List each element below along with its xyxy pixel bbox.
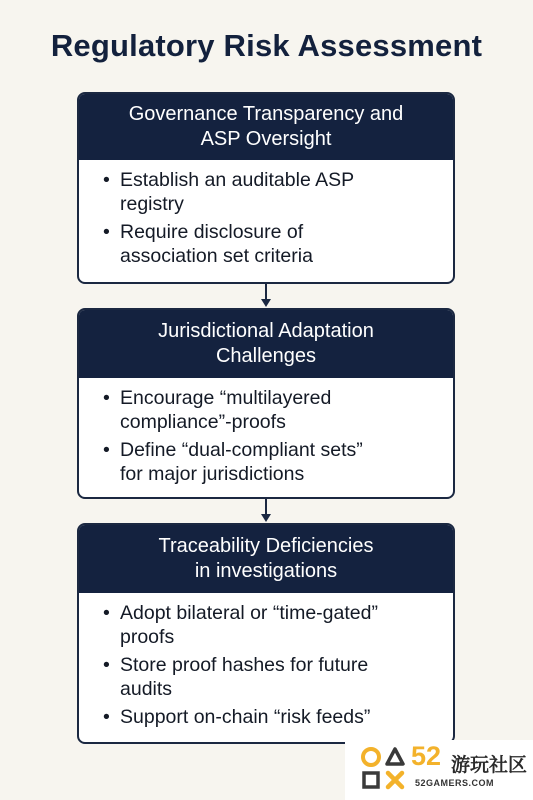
- bullet-text: Encourage “multilayered: [120, 387, 332, 409]
- arrow-down-icon: [258, 498, 274, 524]
- risk-card-governance: [77, 92, 455, 284]
- bullet-text: Define “dual-compliant sets”: [120, 439, 363, 461]
- bullet-item: [103, 168, 439, 216]
- bullet-dot: •: [103, 654, 110, 676]
- bullet-dot: •: [103, 169, 110, 191]
- bullet-item: [103, 220, 439, 268]
- bullet-text: association set criteria: [120, 245, 313, 267]
- bullet-dot: •: [103, 439, 110, 461]
- watermark-chinese: 游玩社区: [451, 755, 528, 776]
- bullet-item: [103, 601, 439, 649]
- bullet-text: compliance”-proofs: [120, 411, 286, 433]
- bullet-text: Store proof hashes for future: [120, 654, 369, 676]
- card-header: [79, 525, 453, 593]
- bullet-text: for major jurisdictions: [120, 463, 305, 485]
- bullet-text: registry: [120, 193, 184, 215]
- watermark-url: 52GAMERS.COM: [415, 778, 495, 788]
- bullet-text: Support on-chain “risk feeds”: [120, 706, 371, 728]
- bullet-text: Require disclosure of: [120, 221, 304, 243]
- bullet-item: [103, 705, 439, 729]
- watermark-logo: [345, 740, 533, 800]
- watermark-number: 52: [411, 741, 442, 771]
- bullet-item: [103, 653, 439, 701]
- bullet-text: Adopt bilateral or “time-gated”: [120, 602, 378, 624]
- card-body: [79, 160, 453, 268]
- card-header-line: Jurisdictional Adaptation: [158, 320, 374, 342]
- card-header: [79, 310, 453, 378]
- game-buttons-icon: [359, 745, 407, 793]
- card-header-line: Traceability Deficiencies: [158, 535, 374, 557]
- card-body: [79, 593, 453, 729]
- bullet-item: [103, 386, 439, 434]
- bullet-dot: •: [103, 221, 110, 243]
- arrow-down-icon: [258, 283, 274, 309]
- card-body: [79, 378, 453, 486]
- bullet-dot: •: [103, 602, 110, 624]
- bullet-dot: •: [103, 387, 110, 409]
- risk-card-traceability: [77, 523, 455, 744]
- card-header: [79, 94, 453, 160]
- card-header-line: ASP Oversight: [200, 128, 332, 150]
- diagram-title: Regulatory Risk Assessment: [50, 28, 483, 63]
- card-header-line: Challenges: [215, 345, 317, 367]
- card-header-line: in investigations: [194, 560, 338, 582]
- bullet-item: [103, 438, 439, 486]
- card-header-line: Governance Transparency and: [128, 103, 404, 125]
- bullet-text: audits: [120, 678, 173, 700]
- bullet-text: Establish an auditable ASP: [120, 169, 355, 191]
- bullet-dot: •: [103, 706, 110, 728]
- risk-card-jurisdictional: [77, 308, 455, 499]
- bullet-text: proofs: [120, 626, 175, 648]
